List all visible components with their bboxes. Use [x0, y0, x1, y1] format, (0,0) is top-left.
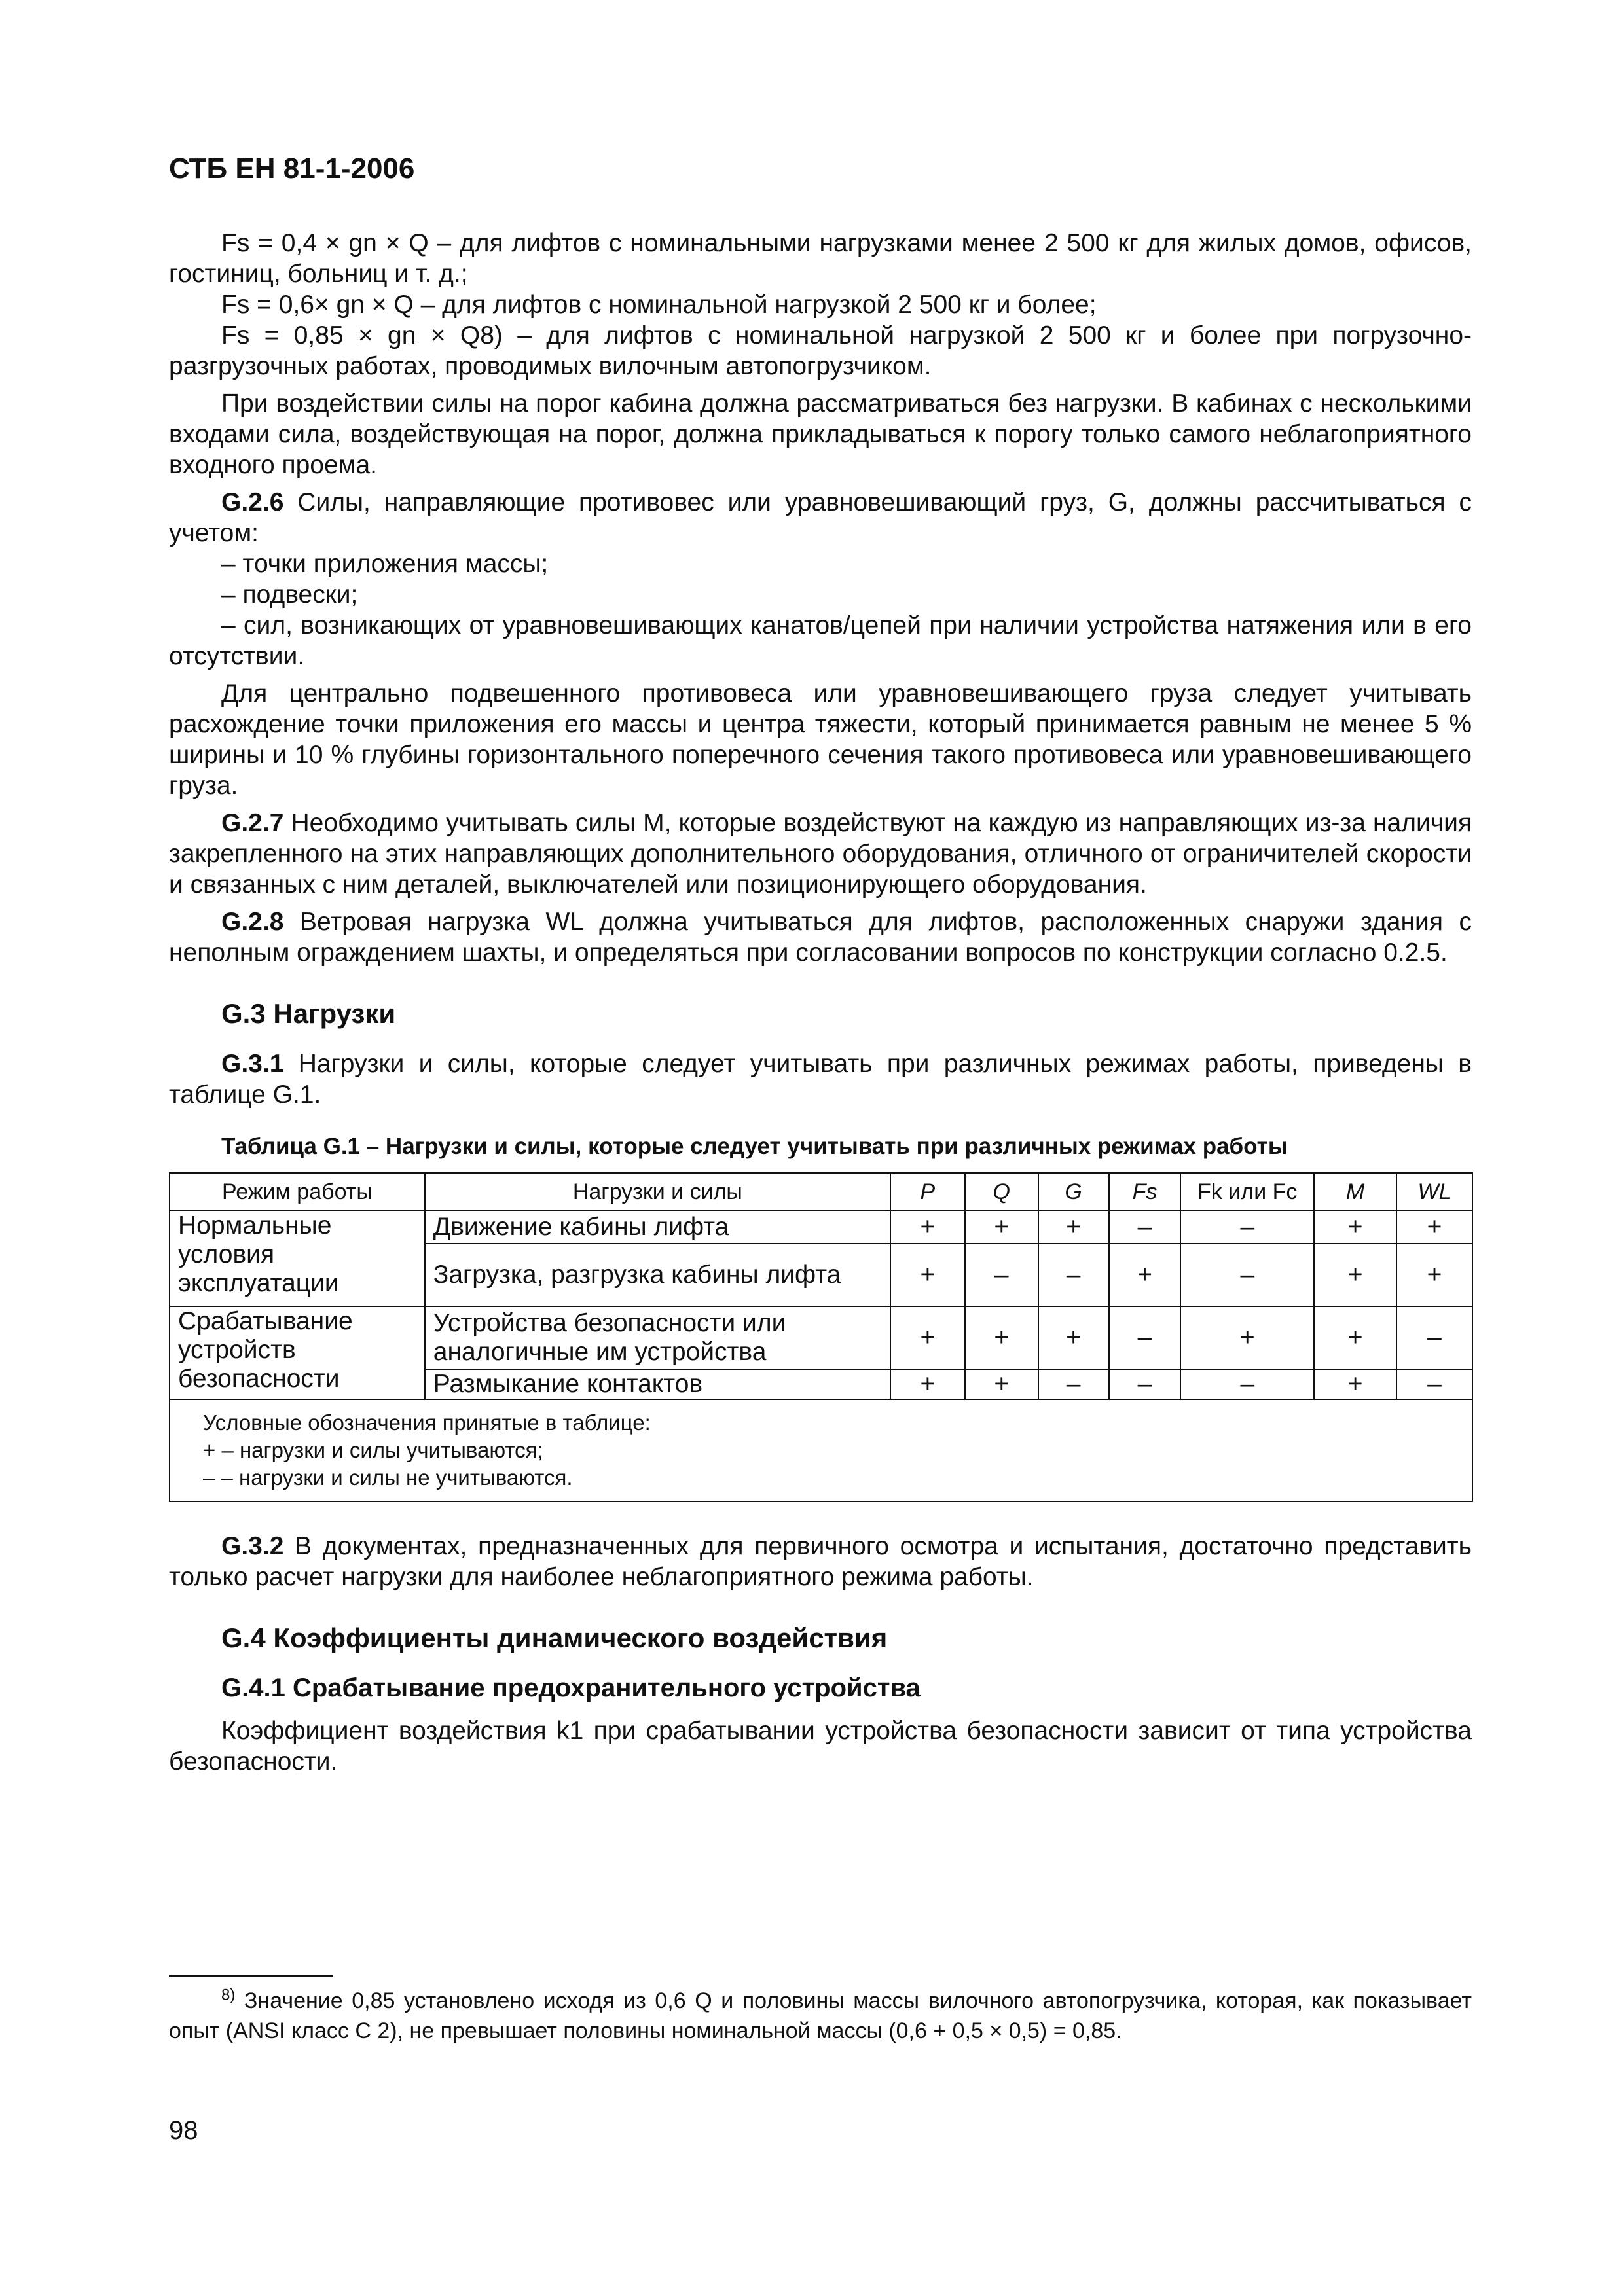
mark-cell: –	[1180, 1211, 1314, 1244]
header-cell: Fk или Fc	[1180, 1173, 1314, 1211]
list-item: – точки приложения массы;	[221, 550, 549, 578]
mark-cell: +	[1109, 1244, 1181, 1306]
loads-table	[169, 1172, 1473, 1502]
clause-text: Нагрузки и силы, которые следует учитывать при различных режимах работы, приведены в таблице G.1.	[169, 1050, 1472, 1109]
clause-g26	[169, 487, 1472, 548]
clause-g27	[169, 808, 1472, 900]
mode-cell: Нормальные условия эксплуатации	[170, 1211, 425, 1306]
page-number: 98	[169, 2116, 198, 2145]
clause-g28	[169, 906, 1472, 968]
mark-cell: –	[1180, 1369, 1314, 1399]
header-cell: M	[1314, 1173, 1396, 1211]
counterweight-paragraph: Для центрально подвешенного противовеса или уравновешивающего груза следует учитывать расхождение точки приложения его массы и центра тяжести, который принимается равным не менее 5 % ширины и 10 % глубины горизонтального поперечного сечения такого противовеса или уравновешивающего груза.	[169, 679, 1472, 800]
mark-cell: +	[1180, 1306, 1314, 1369]
list-item: – сил, возникающих от уравновешивающих канатов/цепей при наличии устройства натяжения или в его отсутствии.	[169, 611, 1472, 670]
coefficient-paragraph: Коэффициент воздействия k1 при срабатывании устройства безопасности зависит от типа устройства безопасности.	[169, 1717, 1472, 1776]
formula-paragraph-3: Fs = 0,85 × gn × Q8) – для лифтов с номинальной нагрузкой 2 500 кг и более при погрузочно-разгрузочных работах, проводимых вилочным автопогрузчиком.	[169, 321, 1472, 380]
notes-line: Условные обозначения принятые в таблице:	[203, 1410, 651, 1435]
mark-cell: –	[1396, 1369, 1472, 1399]
table-row	[170, 1306, 1472, 1369]
threshold-paragraph: При воздействии силы на порог кабина должна рассматриваться без нагрузки. В кабинах с несколькими входами сила, воздействующая на порог, должна прикладываться к порогу только самого неблагоприятного входного проема.	[169, 389, 1472, 479]
mark-cell: –	[1396, 1306, 1472, 1369]
table-header-row	[170, 1173, 1472, 1211]
header-cell: Режим работы	[170, 1173, 425, 1211]
header-cell: Нагрузки и силы	[425, 1173, 890, 1211]
load-cell: Устройства безопасности или аналогичные им устройства	[425, 1306, 890, 1369]
mark-cell: –	[1109, 1211, 1181, 1244]
clause-number: G.2.8	[221, 908, 284, 936]
section-heading-g3: G.3 Нагрузки	[221, 998, 396, 1029]
mark-cell: +	[890, 1369, 965, 1399]
clause-g32	[169, 1531, 1472, 1592]
mark-cell: –	[1038, 1369, 1109, 1399]
subsection-heading-g41: G.4.1 Срабатывание предохранительного устройства	[221, 1674, 921, 1702]
list-item: – подвески;	[221, 581, 358, 609]
table-caption: Таблица G.1 – Нагрузки и силы, которые следует учитывать при различных режимах работы	[221, 1134, 1288, 1159]
mode-cell: Срабатывание устройств безопасности	[170, 1306, 425, 1399]
mark-cell: +	[890, 1211, 965, 1244]
clause-text: Силы, направляющие противовес или уравновешивающий груз, G, должны рассчитываться с учетом:	[169, 488, 1472, 547]
footnote-mark: 8)	[221, 1986, 236, 2004]
clause-number: G.2.7	[221, 809, 284, 837]
footnote	[169, 1986, 1472, 2046]
clause-text: Ветровая нагрузка WL должна учитываться для лифтов, расположенных снаружи здания с неполным ограждением шахты, и определяться при согласовании вопросов по конструкции согласно 0.2.5.	[169, 908, 1472, 967]
mark-cell: +	[1314, 1369, 1396, 1399]
footnote-divider	[169, 1975, 333, 1977]
mark-cell: –	[1109, 1369, 1181, 1399]
mark-cell: –	[1180, 1244, 1314, 1306]
header-cell: WL	[1396, 1173, 1472, 1211]
notes-line: – – нагрузки и силы не учитываются.	[203, 1465, 573, 1490]
header-cell: Q	[965, 1173, 1038, 1211]
clause-g31	[169, 1049, 1472, 1110]
clause-text: Необходимо учитывать силы M, которые воздействуют на каждую из направляющих из-за наличия закрепленного на этих направляющих дополнительного оборудования, отличного от ограничителей скорости и связанных с ним деталей, выключателей или позиционирующего оборудования.	[169, 809, 1472, 899]
table-row	[170, 1211, 1472, 1244]
mark-cell: –	[1109, 1306, 1181, 1369]
clause-text: В документах, предназначенных для первичного осмотра и испытания, достаточно представить только расчет нагрузки для наиболее неблагоприятного режима работы.	[169, 1532, 1472, 1591]
mark-cell: +	[1396, 1211, 1472, 1244]
load-cell: Загрузка, разгрузка кабины лифта	[425, 1244, 890, 1306]
formula-paragraph-1: Fs = 0,4 × gn × Q – для лифтов с номинальными нагрузками менее 2 500 кг для жилых домов, офисов, гостиниц, больниц и т. д.;	[169, 229, 1472, 288]
document-header: СТБ ЕН 81-1-2006	[169, 152, 415, 185]
notes-line: + – нагрузки и силы учитываются;	[203, 1438, 543, 1462]
mark-cell: +	[1038, 1306, 1109, 1369]
load-cell: Движение кабины лифта	[425, 1211, 890, 1244]
load-cell: Размыкание контактов	[425, 1369, 890, 1399]
table-notes	[170, 1399, 1472, 1501]
mark-cell: +	[1314, 1211, 1396, 1244]
mark-cell: +	[965, 1306, 1038, 1369]
header-cell: P	[890, 1173, 965, 1211]
footnote-text: Значение 0,85 установлено исходя из 0,6 Q и половины массы вилочного автопогрузчика, которая, как показывает опыт (ANSI класс C 2), не превышает половины номинальной массы (0,6 + 0,5 × 0,5) = 0,85.	[169, 1988, 1472, 2043]
clause-number: G.3.1	[221, 1050, 284, 1078]
header-cell: G	[1038, 1173, 1109, 1211]
clause-number: G.2.6	[221, 488, 284, 516]
mark-cell: +	[1396, 1244, 1472, 1306]
mark-cell: +	[1314, 1244, 1396, 1306]
mark-cell: +	[1038, 1211, 1109, 1244]
mark-cell: +	[890, 1306, 965, 1369]
clause-number: G.3.2	[221, 1532, 284, 1560]
mark-cell: +	[1314, 1306, 1396, 1369]
mark-cell: –	[1038, 1244, 1109, 1306]
mark-cell: –	[965, 1244, 1038, 1306]
mark-cell: +	[965, 1369, 1038, 1399]
section-heading-g4: G.4 Коэффициенты динамического воздействия	[221, 1623, 888, 1653]
table-notes-row	[170, 1399, 1472, 1501]
header-cell: Fs	[1109, 1173, 1181, 1211]
mark-cell: +	[965, 1211, 1038, 1244]
mark-cell: +	[890, 1244, 965, 1306]
document-body	[169, 228, 1472, 1777]
formula-paragraph-2: Fs = 0,6× gn × Q – для лифтов с номинальной нагрузкой 2 500 кг и более;	[221, 291, 1097, 319]
